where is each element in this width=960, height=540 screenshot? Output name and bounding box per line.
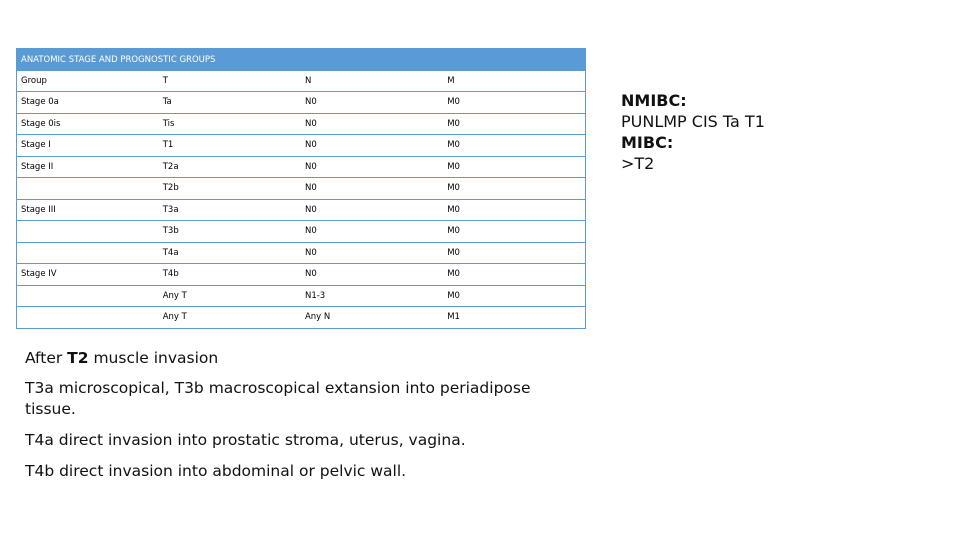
cell-m: M0 [443,221,585,243]
cell-n: N0 [301,242,443,264]
cell-n: N0 [301,264,443,286]
header-cell-group: Group [17,71,159,92]
table-title: ANATOMIC STAGE AND PROGNOSTIC GROUPS [17,49,586,72]
table-body [17,71,586,328]
mibc-value: >T2 [621,154,655,173]
header-cell-n: N [301,71,443,92]
cell-n: N0 [301,92,443,114]
table-row [17,307,586,329]
table-row [17,92,586,114]
note-t2 [25,348,585,369]
cell-group: Stage 0is [17,113,159,135]
cell-group [17,285,159,307]
cell-t: Any T [159,307,301,329]
cell-group: Stage I [17,135,159,157]
table-row [17,221,586,243]
cell-t: T4a [159,242,301,264]
note-t2-bold: T2 [67,349,89,367]
cell-n: N0 [301,199,443,221]
cell-t: T1 [159,135,301,157]
cell-t: T3b [159,221,301,243]
nmibc-label: NMIBC: [621,91,687,110]
staging-table [16,48,586,329]
cell-group [17,242,159,264]
cell-m: M0 [443,178,585,200]
cell-group: Stage IV [17,264,159,286]
cell-m: M0 [443,264,585,286]
note-t4b: T4b direct invasion into abdominal or pelvic wall. [25,462,407,480]
cell-m: M0 [443,156,585,178]
cell-n: N1-3 [301,285,443,307]
cell-t: T2b [159,178,301,200]
cell-n: N0 [301,135,443,157]
cell-m: M0 [443,113,585,135]
classification-note [621,90,765,174]
table-row [17,135,586,157]
table-row [17,113,586,135]
cell-group: Stage II [17,156,159,178]
cell-m: M0 [443,135,585,157]
table-row [17,199,586,221]
cell-n: N0 [301,178,443,200]
cell-t: Ta [159,92,301,114]
cell-group [17,178,159,200]
header-row [17,71,586,92]
cell-t: T2a [159,156,301,178]
cell-n: N0 [301,113,443,135]
cell-group [17,221,159,243]
header-cell-t: T [159,71,301,92]
mibc-label: MIBC: [621,133,674,152]
notes [25,348,585,492]
cell-group [17,307,159,329]
note-t2-prefix: After [25,349,68,367]
cell-group: Stage 0a [17,92,159,114]
cell-n: N0 [301,221,443,243]
cell-m: M0 [443,199,585,221]
note-t2-suffix: muscle invasion [88,349,219,367]
cell-n: Any N [301,307,443,329]
table-row [17,264,586,286]
table-row [17,242,586,264]
cell-t: Any T [159,285,301,307]
table-row [17,156,586,178]
note-t3: T3a microscopical, T3b macroscopical extansion into periadipose tissue. [25,379,531,418]
cell-t: Tis [159,113,301,135]
cell-group: Stage III [17,199,159,221]
cell-m: M0 [443,285,585,307]
cell-n: N0 [301,156,443,178]
cell-m: M0 [443,242,585,264]
nmibc-value: PUNLMP CIS Ta T1 [621,112,765,131]
table-row [17,178,586,200]
cell-t: T4b [159,264,301,286]
cell-m: M1 [443,307,585,329]
cell-m: M0 [443,92,585,114]
table-row [17,285,586,307]
cell-t: T3a [159,199,301,221]
header-cell-m: M [443,71,585,92]
note-t4a: T4a direct invasion into prostatic stroma, uterus, vagina. [25,431,466,449]
